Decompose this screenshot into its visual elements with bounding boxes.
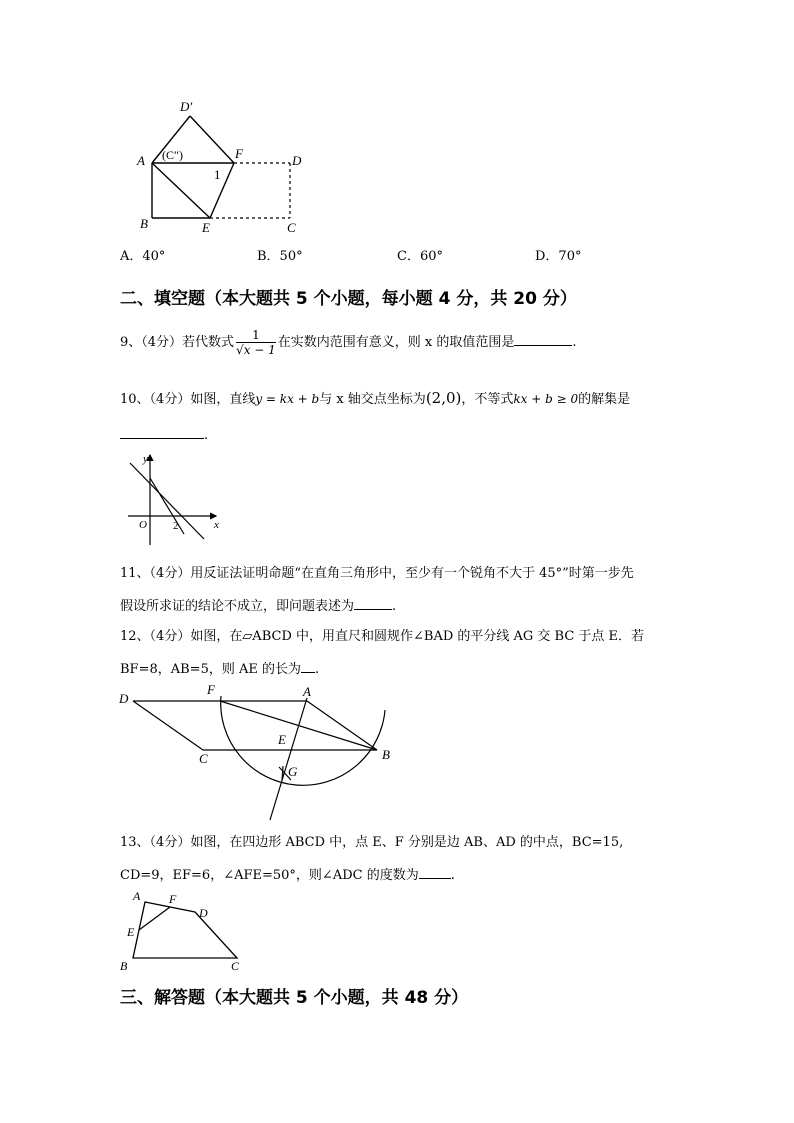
q10-equation: y = kx + b (255, 392, 320, 406)
q10-label-2: 2 (173, 520, 179, 532)
q12-line2 (120, 660, 319, 676)
q8-label-D: D (292, 153, 302, 168)
q13-answer-blank[interactable] (419, 866, 451, 879)
q8-label-Cpp: (C″) (162, 148, 183, 162)
q12-label-A: A (303, 684, 311, 699)
q9-text (120, 328, 577, 357)
q12-line-AB (307, 701, 377, 750)
q10-line-b (150, 478, 184, 534)
q10-p2: 与 x 轴交点坐标为 (319, 392, 426, 407)
q8-label-B: B (140, 216, 148, 231)
q8-figure (130, 95, 315, 240)
q8-line-D'F (190, 116, 234, 163)
q12-answer-blank[interactable] (301, 660, 315, 673)
q10-label-x: x (214, 519, 219, 531)
q11-end: . (392, 599, 397, 614)
q11-line2-text: 假设所求证的结论不成立，即问题表述为 (120, 599, 355, 614)
q10-p1: 10、（4分）如图，直线 (120, 392, 256, 407)
q10-answer-blank[interactable] (120, 426, 204, 439)
q9-prefix: 9、（4分）若代数式 (120, 335, 235, 350)
q8-label-Dp: D′ (180, 99, 193, 114)
q11-line2 (120, 597, 396, 613)
q10-inequality: kx + b ≥ 0 (513, 392, 579, 406)
q9-answer-blank[interactable] (514, 333, 572, 346)
q13-label-D: D (199, 906, 208, 920)
section2-heading: 二、填空题（本大题共 5 个小题，每小题 4 分，共 20 分） (120, 289, 577, 309)
q12-label-F: F (207, 682, 215, 697)
q10-p3: ，不等式 (461, 392, 514, 407)
q8-label-A: A (137, 153, 145, 168)
q10-label-y: y (143, 453, 148, 465)
q8-option-a: A．40° (120, 249, 166, 264)
q13-label-B: B (120, 959, 128, 973)
q13-line2 (120, 866, 455, 882)
q13-label-C: C (231, 959, 240, 973)
q10-answer-line (120, 426, 208, 442)
q8-label-C: C (287, 220, 296, 235)
q13-figure (115, 888, 250, 973)
q12-line2-text: BF=8，AB=5，则 AE 的长为 (120, 662, 301, 677)
q12-label-C: C (199, 751, 208, 766)
q13-quadrilateral (133, 902, 237, 958)
q12-line1: 12、（4分）如图，在▱ABCD 中，用直尺和圆规作∠BAD 的平分线 AG 交 BC 于点 E．若 (120, 629, 645, 644)
q12-label-B: B (382, 747, 390, 762)
q12-end: . (315, 662, 320, 677)
q13-end: . (450, 868, 455, 883)
q9-numerator: 1 (236, 328, 276, 343)
q10-label-O: O (139, 519, 147, 531)
q10-point: (2,0) (425, 389, 462, 407)
q13-line2-text: CD=9，EF=6，∠AFE=50°，则∠ADC 的度数为 (120, 868, 419, 883)
q11-answer-blank[interactable] (354, 597, 392, 610)
q8-line-AE (152, 163, 210, 218)
q13-label-F: F (169, 892, 177, 906)
q8-option-d: D．70° (535, 249, 582, 264)
q11-line1: 11、（4分）用反证法证明命题“在直角三角形中，至少有一个锐角不大于 45°”时第一步先 (120, 566, 634, 581)
q8-option-c: C．60° (397, 249, 443, 264)
q10-text (120, 391, 630, 406)
q9-suffix: 在实数内范围有意义，则 x 的取值范围是 (277, 335, 515, 350)
q8-option-b: B．50° (257, 249, 303, 264)
q8-label-F: F (235, 146, 243, 161)
q12-line-AG (270, 698, 307, 820)
q8-label-E: E (202, 220, 210, 235)
q12-label-E: E (278, 732, 286, 747)
q9-denominator: √x − 1 (236, 343, 276, 357)
q13-label-E: E (127, 925, 135, 939)
q12-label-G: G (288, 764, 298, 779)
q9-fraction (236, 328, 276, 357)
q10-end: . (204, 428, 209, 443)
q12-label-D: D (119, 691, 129, 706)
q10-p4: 的解集是 (578, 392, 631, 407)
q10-figure (120, 450, 230, 550)
section3-heading: 三、解答题（本大题共 5 个小题，共 48 分） (120, 988, 469, 1008)
q13-line1: 13、（4分）如图，在四边形 ABCD 中，点 E、F 分别是边 AB、AD 的中点，BC=15, (120, 835, 624, 850)
q8-label-1: 1 (214, 167, 221, 182)
q13-label-A: A (133, 889, 141, 903)
q12-line-DC (133, 701, 203, 750)
q9-end: . (572, 335, 577, 350)
q12-figure (115, 680, 405, 825)
